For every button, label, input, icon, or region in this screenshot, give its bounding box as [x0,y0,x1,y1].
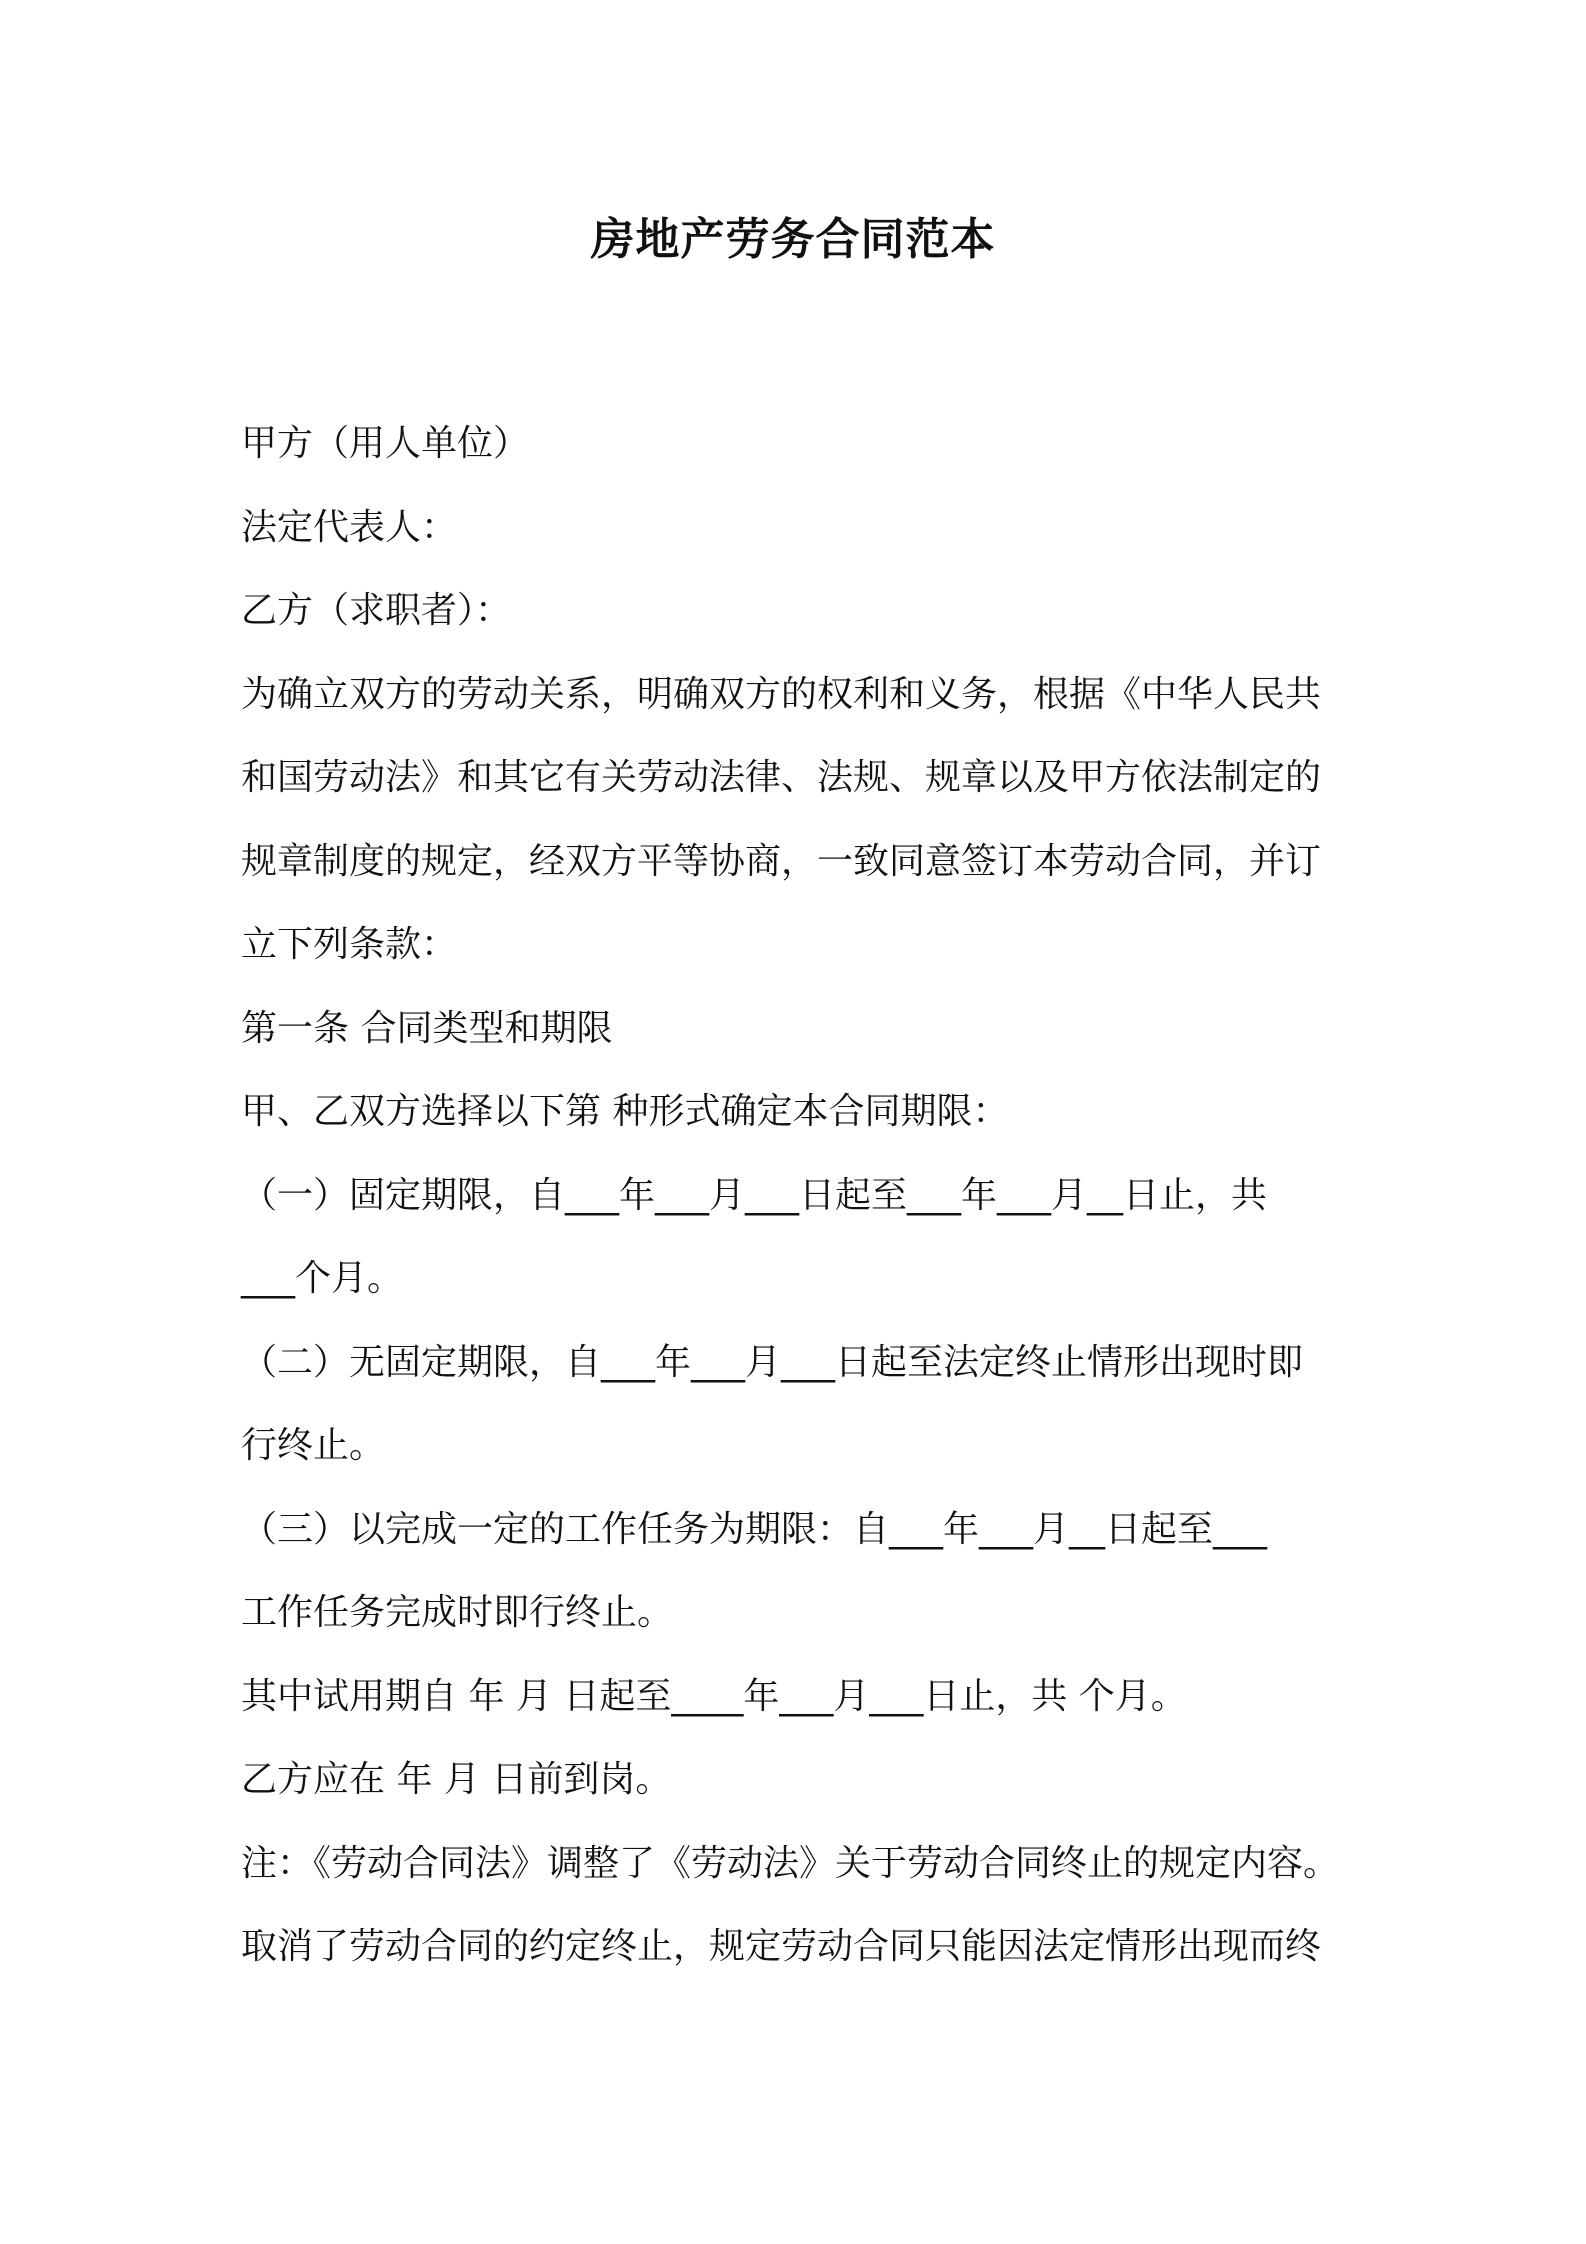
open-ended-term-line-1: （二）无固定期限，自___年___月___日起至法定终止情形出现时即 [241,1341,1304,1383]
fixed-term-line-1: （一）固定期限，自___年___月___日起至___年___月__日止，共 [241,1174,1268,1216]
term-selection-line: 甲、乙双方选择以下第 种形式确定本合同期限： [241,1091,1009,1132]
task-term-line-1: （三）以完成一定的工作任务为期限：自___年___月__日起至___ [241,1508,1268,1550]
start-date-line: 乙方应在 年 月 日前到岗。 [241,1759,672,1800]
probation-line: 其中试用期自 年 月 日起至____年___月___日止，共 个月。 [241,1675,1187,1717]
document-body [241,402,1351,1989]
note-line-1: 注：《劳动合同法》调整了《劳动法》关于劳动合同终止的规定内容。 [241,1842,1340,1884]
preamble-line-1: 为确立双方的劳动关系，明确双方的权利和义务，根据《中华人民共 [241,673,1322,715]
note-line-2: 取消了劳动合同的约定终止，规定劳动合同只能因法定情形出现而终 [241,1926,1322,1967]
party-b-line: 乙方（求职者）： [241,590,512,631]
preamble-line-3: 规章制度的规定，经双方平等协商，一致同意签订本劳动合同，并订 [241,840,1322,882]
document-title: 房地产劳务合同范本 [590,214,996,265]
legal-representative-line: 法定代表人： [241,506,458,548]
fixed-term-line-2: ___个月。 [241,1258,404,1299]
preamble-line-2: 和国劳动法》和其它有关劳动法律、法规、规章以及甲方依法制定的 [241,757,1322,798]
preamble-line-4: 立下列条款： [241,924,458,965]
party-a-line: 甲方（用人单位） [241,423,530,464]
open-ended-term-line-2: 行终止。 [241,1425,386,1466]
article-1-heading: 第一条 合同类型和期限 [241,1007,613,1049]
task-term-line-2: 工作任务完成时即行终止。 [241,1592,674,1633]
